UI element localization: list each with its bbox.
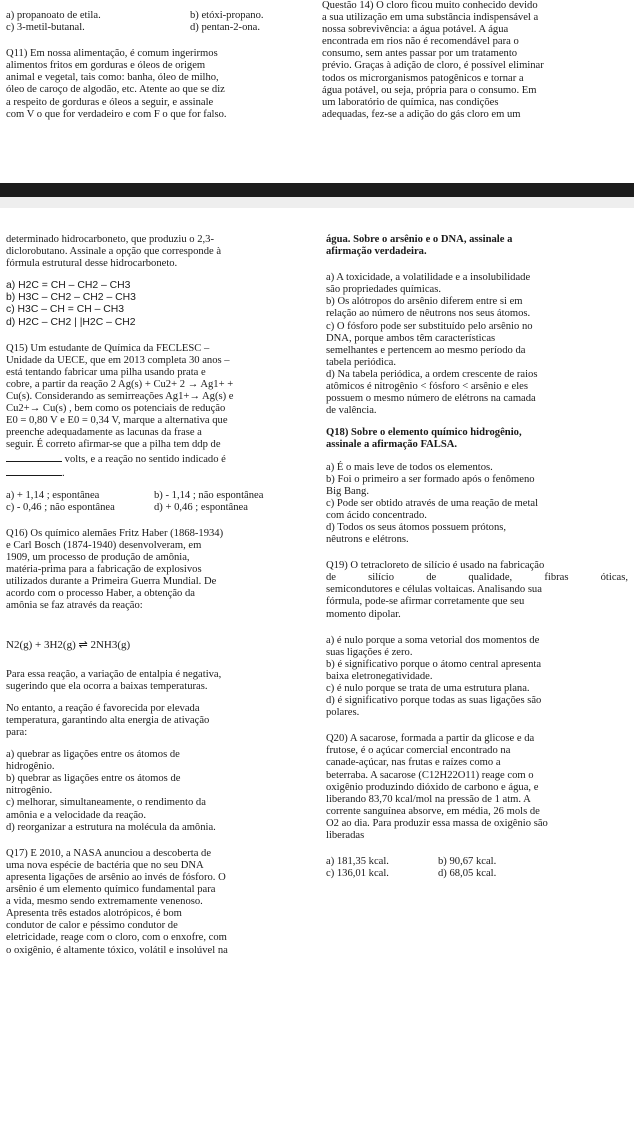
q16-text-line: amônia se faz através da reação: bbox=[6, 600, 143, 612]
q19-option-b-cont: baixa eletronegatividade. bbox=[326, 670, 433, 682]
q16-text-line: sugerindo que ela ocorra a baixas temperaturas. bbox=[6, 680, 208, 692]
q17-option-a: a) A toxicidade, a volatilidade e a insolubilidade bbox=[326, 272, 531, 284]
q17-option-b: b) Os alótropos do arsênio diferem entre si em bbox=[326, 296, 523, 308]
q20-option-c: c) 136,01 kcal. bbox=[326, 868, 389, 880]
q15-text-line: seguir. É correto afirmar-se que a pilha tem ddp de bbox=[6, 439, 221, 451]
q19-text-line: semicondutores e células voltaicas. Analisando sua bbox=[326, 584, 542, 596]
q10-option-c: c) 3-metil-butanal. bbox=[6, 22, 85, 34]
q16-option-b: b) quebrar as ligações entre os átomos de bbox=[6, 773, 181, 785]
q10-options-row-2 bbox=[6, 22, 303, 34]
q16-text-line: matéria-prima para a fabricação de explosivos bbox=[6, 564, 202, 576]
q18-option-a: a) É o mais leve de todos os elementos. bbox=[326, 461, 493, 473]
q17-option-c-cont: DNA, porque ambos têm características bbox=[326, 332, 496, 344]
q14-text-line: nossa sobrevivência: a água potável. A água bbox=[322, 24, 509, 36]
q14-text-line: a sua utilização em uma substância indispensável a bbox=[322, 12, 539, 24]
q17-option-d-cont: possuem o mesmo número de elétrons na camada bbox=[326, 393, 536, 405]
q15-text-line: está tentando fabricar uma pilha usando prata e bbox=[6, 366, 206, 378]
q11-text-line: a respeito de gorduras e óleos a seguir, e assinale bbox=[6, 96, 214, 108]
q14-text-line: adequadas, fez-se a adição do gás cloro em um bbox=[322, 108, 521, 120]
q20-options-row-1 bbox=[326, 856, 628, 868]
q16-text-line: Para essa reação, a variação de entalpia é negativa, bbox=[6, 668, 222, 680]
q15-text-line: Unidade da UECE, que em 2013 completa 30 anos – bbox=[6, 354, 230, 366]
q11-text-line: Q11) Em nossa alimentação, é comum ingerirmos bbox=[6, 48, 218, 60]
q14-text-line: um laboratório de química, nas condições bbox=[322, 96, 499, 108]
q15-text-line: Cu(s). Considerando as semirreações Ag1+→ Ag(s) e bbox=[6, 391, 234, 403]
q11-text-line: animal e vegetal, tais como: banha, óleo de milho, bbox=[6, 72, 219, 84]
q18-option-c: c) Pode ser obtido através de uma reação de metal bbox=[326, 497, 539, 509]
q18-option-d-cont: nêutrons e elétrons. bbox=[326, 534, 409, 546]
q13-text-line: determinado hidrocarboneto, que produziu o 2,3- bbox=[6, 234, 214, 245]
q16-text-line: acordo com o processo Haber, a obtenção da bbox=[6, 588, 196, 600]
q16-option-b-cont: nitrogênio. bbox=[6, 785, 53, 797]
q20-text-line: beterraba. A sacarose (C12H22O11) reage com o bbox=[326, 769, 534, 781]
q13-text-line: fórmula estrutural desse hidrocarboneto. bbox=[6, 258, 178, 270]
q19-text-line: Q19) O tetracloreto de silício é usado na fabricação bbox=[326, 560, 545, 572]
haber-equation: N2(g) + 3H2(g) ⇌ 2NH3(g) bbox=[6, 638, 131, 651]
q15-option-b: b) - 1,14 ; não espontânea bbox=[154, 489, 264, 501]
q14-text-line: Questão 14) O cloro ficou muito conhecido devido bbox=[322, 0, 538, 11]
q17-option-a-cont: são propriedades químicas. bbox=[326, 284, 442, 296]
top-page-fragment bbox=[0, 0, 634, 183]
q10-option-b: b) etóxi-propano. bbox=[190, 10, 264, 21]
q16-option-a-cont: hidrogênio. bbox=[6, 761, 55, 773]
q20-text-line: Q20) A sacarose, formada a partir da glicose e da bbox=[326, 733, 535, 745]
q16-option-a: a) quebrar as ligações entre os átomos de bbox=[6, 749, 180, 761]
q20-text-line: liberadas bbox=[326, 830, 365, 842]
q20-option-b: b) 90,67 kcal. bbox=[438, 856, 497, 868]
q15-fill-line-2: . bbox=[6, 466, 306, 480]
q16-option-d: d) reorganizar a estrutura na molécula da amônia. bbox=[6, 821, 216, 833]
q17-text-line: arsênio é um elemento químico fundamental para bbox=[6, 884, 216, 896]
q17-text-line: apresenta ligações de arsênio ao invés de fósforo. O bbox=[6, 871, 226, 883]
bottom-left-column bbox=[6, 234, 306, 957]
q17-option-b-cont: relação ao número de nêutrons nos seus átomos. bbox=[326, 308, 531, 320]
q17-option-c-cont: tabela periódica. bbox=[326, 356, 396, 368]
q17-option-d: d) Na tabela periódica, a ordem crescente de raios bbox=[326, 368, 538, 380]
q16-text-line: 1909, um processo de produção de amônia, bbox=[6, 552, 190, 564]
q15-text-line: E0 = 0,80 V e E0 = 0,34 V, marque a alternativa que bbox=[6, 415, 228, 427]
q16-text-line: para: bbox=[6, 727, 28, 738]
top-left-column bbox=[6, 10, 303, 121]
q17-text-line: uma nova espécie de bactéria que no seu DNA bbox=[6, 859, 204, 871]
q11-text-line: alimentos fritos em gorduras e óleos de origem bbox=[6, 60, 206, 72]
page-divider-light bbox=[0, 197, 634, 208]
q17-text-line: a vida, mesmo sendo extremamente venenoso. bbox=[6, 896, 203, 908]
q15-text-line: Cu2+→ Cu(s) , bem como os potenciais de redução bbox=[6, 403, 226, 415]
q17-option-c: c) O fósforo pode ser substituído pelo arsênio no bbox=[326, 320, 533, 332]
q13-text-line: diclorobutano. Assinale a opção que corresponde à bbox=[6, 246, 222, 258]
q16-option-c: c) melhorar, simultaneamente, o rendimento da bbox=[6, 797, 206, 809]
q17-text-line: eletricidade, reage com o cloro, com o enxofre, com bbox=[6, 932, 227, 944]
q15-options-row-1 bbox=[6, 490, 306, 502]
q11-text-line: com V o que for verdadeiro e com F o que for falso. bbox=[6, 108, 227, 120]
q20-text-line: corrente sanguínea absorve, em média, 26 mols de bbox=[326, 805, 540, 817]
q19-option-a-cont: suas ligações é zero. bbox=[326, 646, 413, 658]
q16-option-c-cont: amônia e a velocidade da reação. bbox=[6, 809, 146, 821]
q18-option-c-cont: com ácido concentrado. bbox=[326, 509, 427, 521]
q18-option-b-cont: Big Bang. bbox=[326, 485, 369, 497]
q16-text-line: e Carl Bosch (1874-1940) desenvolveram, em bbox=[6, 539, 202, 551]
q18-text-line: Q18) Sobre o elemento químico hidrogênio, bbox=[326, 427, 522, 439]
answer-blank bbox=[6, 452, 62, 462]
q20-option-a: a) 181,35 kcal. bbox=[326, 856, 389, 868]
q20-text-line: O2 ao dia. Para produzir essa massa de oxigênio são bbox=[326, 817, 548, 829]
q17-option-d-cont: atômicos é nitrogênio < fósforo < arsênio e eles bbox=[326, 381, 528, 393]
q10-option-a: a) propanoato de etila. bbox=[6, 10, 101, 21]
q17-text-line: afirmação verdadeira. bbox=[326, 246, 427, 258]
q17-text-line: o oxigênio, é altamente tóxico, volátil e insolúvel na bbox=[6, 944, 228, 956]
q14-text-line: encontrada em rios não é recomendável para o bbox=[322, 36, 519, 48]
q16-text-line: temperatura, garantindo alta energia de ativação bbox=[6, 714, 210, 726]
q16-text-line: utilizados durante a Primeira Guerra Mundial. De bbox=[6, 576, 217, 588]
q17-text-line: água. Sobre o arsênio e o DNA, assinale a bbox=[326, 234, 513, 245]
q17-text-line: Q17) E 2010, a NASA anunciou a descoberta de bbox=[6, 847, 212, 859]
q14-text-line: consumo, sem antes passar por um tratamento bbox=[322, 48, 518, 60]
q15-text-line: volts, e a reação no sentido indicado é bbox=[64, 453, 226, 465]
q15-option-c: c) - 0,46 ; não espontânea bbox=[6, 501, 115, 513]
q19-text-line: de silício de qualidade, fibras óticas, bbox=[326, 572, 628, 584]
q17-option-c-cont: semelhantes e pertencem ao mesmo período da bbox=[326, 344, 526, 356]
q19-option-a: a) é nulo porque a soma vetorial dos momentos de bbox=[326, 634, 540, 646]
q13-option-a: a) H2C = CH – CH2 – CH3 bbox=[6, 280, 131, 292]
q18-text-line: assinale a afirmação FALSA. bbox=[326, 439, 458, 451]
q20-text-line: frutose, é o açúcar comercial encontrado na bbox=[326, 745, 511, 757]
q15-text-line: cobre, a partir da reação 2 Ag(s) + Cu2+ 2 → Ag1+ + bbox=[6, 378, 234, 390]
q20-text-line: oxigênio produzindo dióxido de carbono e água, e bbox=[326, 781, 539, 793]
bottom-page-fragment bbox=[0, 208, 634, 1132]
q14-text-line: prévio. Graças à adição de cloro, é possível eliminar bbox=[322, 60, 544, 72]
q20-option-d: d) 68,05 kcal. bbox=[438, 868, 497, 880]
q15-option-a: a) + 1,14 ; espontânea bbox=[6, 489, 100, 501]
q17-text-line: condutor de calor e péssimo condutor de bbox=[6, 920, 178, 932]
q19-option-d-cont: polares. bbox=[326, 707, 360, 719]
top-right-column bbox=[322, 0, 628, 121]
q17-text-line: Apresenta três estados alotrópicos, é bom bbox=[6, 908, 182, 920]
answer-blank bbox=[6, 466, 62, 476]
q15-text-line: preenche adequadamente as lacunas da frase a bbox=[6, 427, 202, 439]
page-divider-dark bbox=[0, 183, 634, 197]
q11-text-line: óleo de caroço de algodão, etc. Atente ao que se diz bbox=[6, 84, 225, 96]
q20-text-line: liberando 83,70 kcal/mol na pressão de 1 atm. A bbox=[326, 793, 531, 805]
q15-fill-line bbox=[6, 452, 306, 466]
q14-text-line: todos os microrganismos patogênicos e tornar a bbox=[322, 72, 524, 84]
q13-option-d: d) H2C – CH2 | |H2C – CH2 bbox=[6, 316, 136, 328]
q18-option-b: b) Foi o primeiro a ser formado após o fenômeno bbox=[326, 473, 535, 485]
bottom-right-column bbox=[326, 234, 628, 880]
q20-text-line: canade-açúcar, nas frutas e raízes como a bbox=[326, 757, 501, 769]
q18-option-d: d) Todos os seus átomos possuem prótons, bbox=[326, 521, 507, 533]
q19-option-c: c) é nulo porque se trata de uma estrutura plana. bbox=[326, 683, 530, 694]
q13-option-b: b) H3C – CH2 – CH2 – CH3 bbox=[6, 292, 136, 304]
q20-options-row-2 bbox=[326, 868, 628, 880]
q19-option-d: d) é significativo porque todas as suas ligações são bbox=[326, 695, 542, 707]
q17-option-d-cont: de valência. bbox=[326, 405, 377, 417]
q19-option-b: b) é significativo porque o átomo central apresenta bbox=[326, 658, 542, 670]
q15-text-line: Q15) Um estudante de Química da FECLESC – bbox=[6, 342, 210, 354]
q15-options-row-2 bbox=[6, 502, 306, 514]
q19-text-line: momento dipolar. bbox=[326, 608, 401, 620]
q19-text-line: fórmula, pode-se afirmar corretamente que seu bbox=[326, 596, 525, 608]
q16-text-line: No entanto, a reação é favorecida por elevada bbox=[6, 702, 200, 714]
q13-option-c: c) H3C – CH = CH – CH3 bbox=[6, 304, 125, 316]
q10-option-d: d) pentan-2-ona. bbox=[190, 22, 261, 34]
q16-text-line: Q16) Os químico alemães Fritz Haber (1868-1934) bbox=[6, 527, 224, 539]
q10-options-row-1 bbox=[6, 10, 303, 22]
q15-option-d: d) + 0,46 ; espontânea bbox=[154, 501, 248, 513]
q14-text-line: água potável, ou seja, própria para o consumo. Em bbox=[322, 84, 537, 96]
